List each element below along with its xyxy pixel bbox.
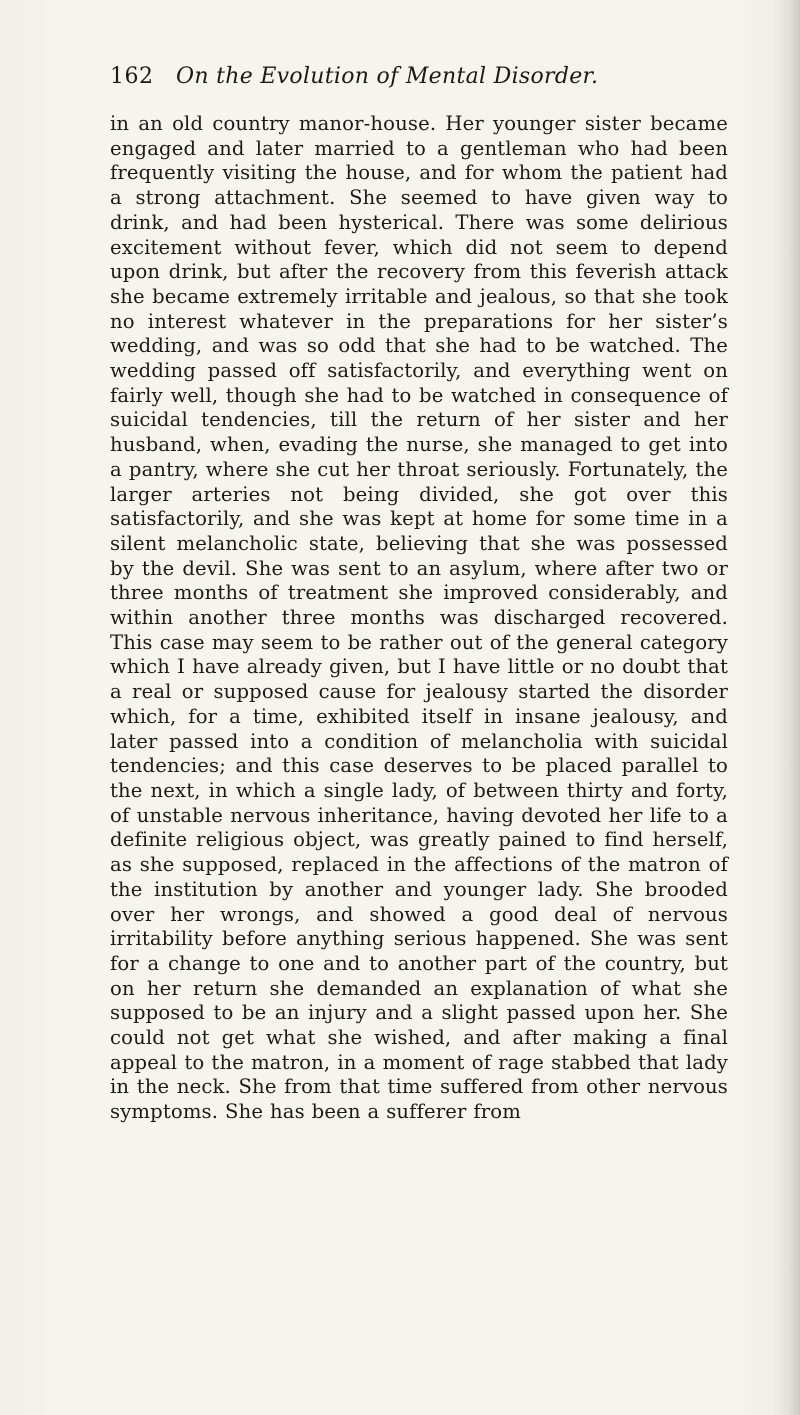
running-title: On the Evolution of Mental Disorder. <box>176 64 599 89</box>
running-head <box>110 64 726 94</box>
body-paragraph: in an old country manor-house. Her younger sister became engaged and later married to a gentleman who had been frequently visiting the house, and for whom the patient had a strong attachment. She seemed to have given way to drink, and had been hysterical. There was some delirious excitement without fever, which did not seem to depend upon drink, but after the recovery from this feverish attack she became extremely irritable and jealous, so that she took no interest whatever in the preparations for her sister’s wedding, and was so odd that she had to be watched. The wedding passed off satisfactorily, and everything went on fairly well, though she had to be watched in consequence of suicidal tendencies, till the return of her sister and her husband, when, evading the nurse, she managed to get into a pantry, where she cut her throat seriously. Fortunately, the larger arteries not being divided, she got over this satisfactorily, and she was kept at home for some time in a silent melancholic state, believing that she was possessed by the devil. She was sent to an asylum, where after two or three months of treatment she improved considerably, and within another three months was discharged recovered. This case may seem to be rather out of the general category which I have already given, but I have little or no doubt that a real or supposed cause for jealousy started the disorder which, for a time, exhibited itself in insane jealousy, and later passed into a condition of melancholia with suicidal tendencies; and this case deserves to be placed parallel to the next, in which a single lady, of between thirty and forty, of unstable nervous inheritance, having devoted her life to a definite religious object, was greatly pained to find herself, as she supposed, replaced in the affections of the matron of the institution by another and younger lady. She brooded over her wrongs, and showed a good deal of nervous irritability before anything serious happened. She was sent for a change to one and to another part of the country, but on her return she demanded an explanation of what she supposed to be an injury and a slight passed upon her. She could not get what she wished, and after making a final appeal to the matron, in a moment of rage stabbed that lady in the neck. She from that time suffered from other nervous symptoms. She has been a sufferer from <box>110 112 728 1124</box>
page-edge-shadow <box>772 0 800 1415</box>
page-number: 162 <box>110 64 154 89</box>
